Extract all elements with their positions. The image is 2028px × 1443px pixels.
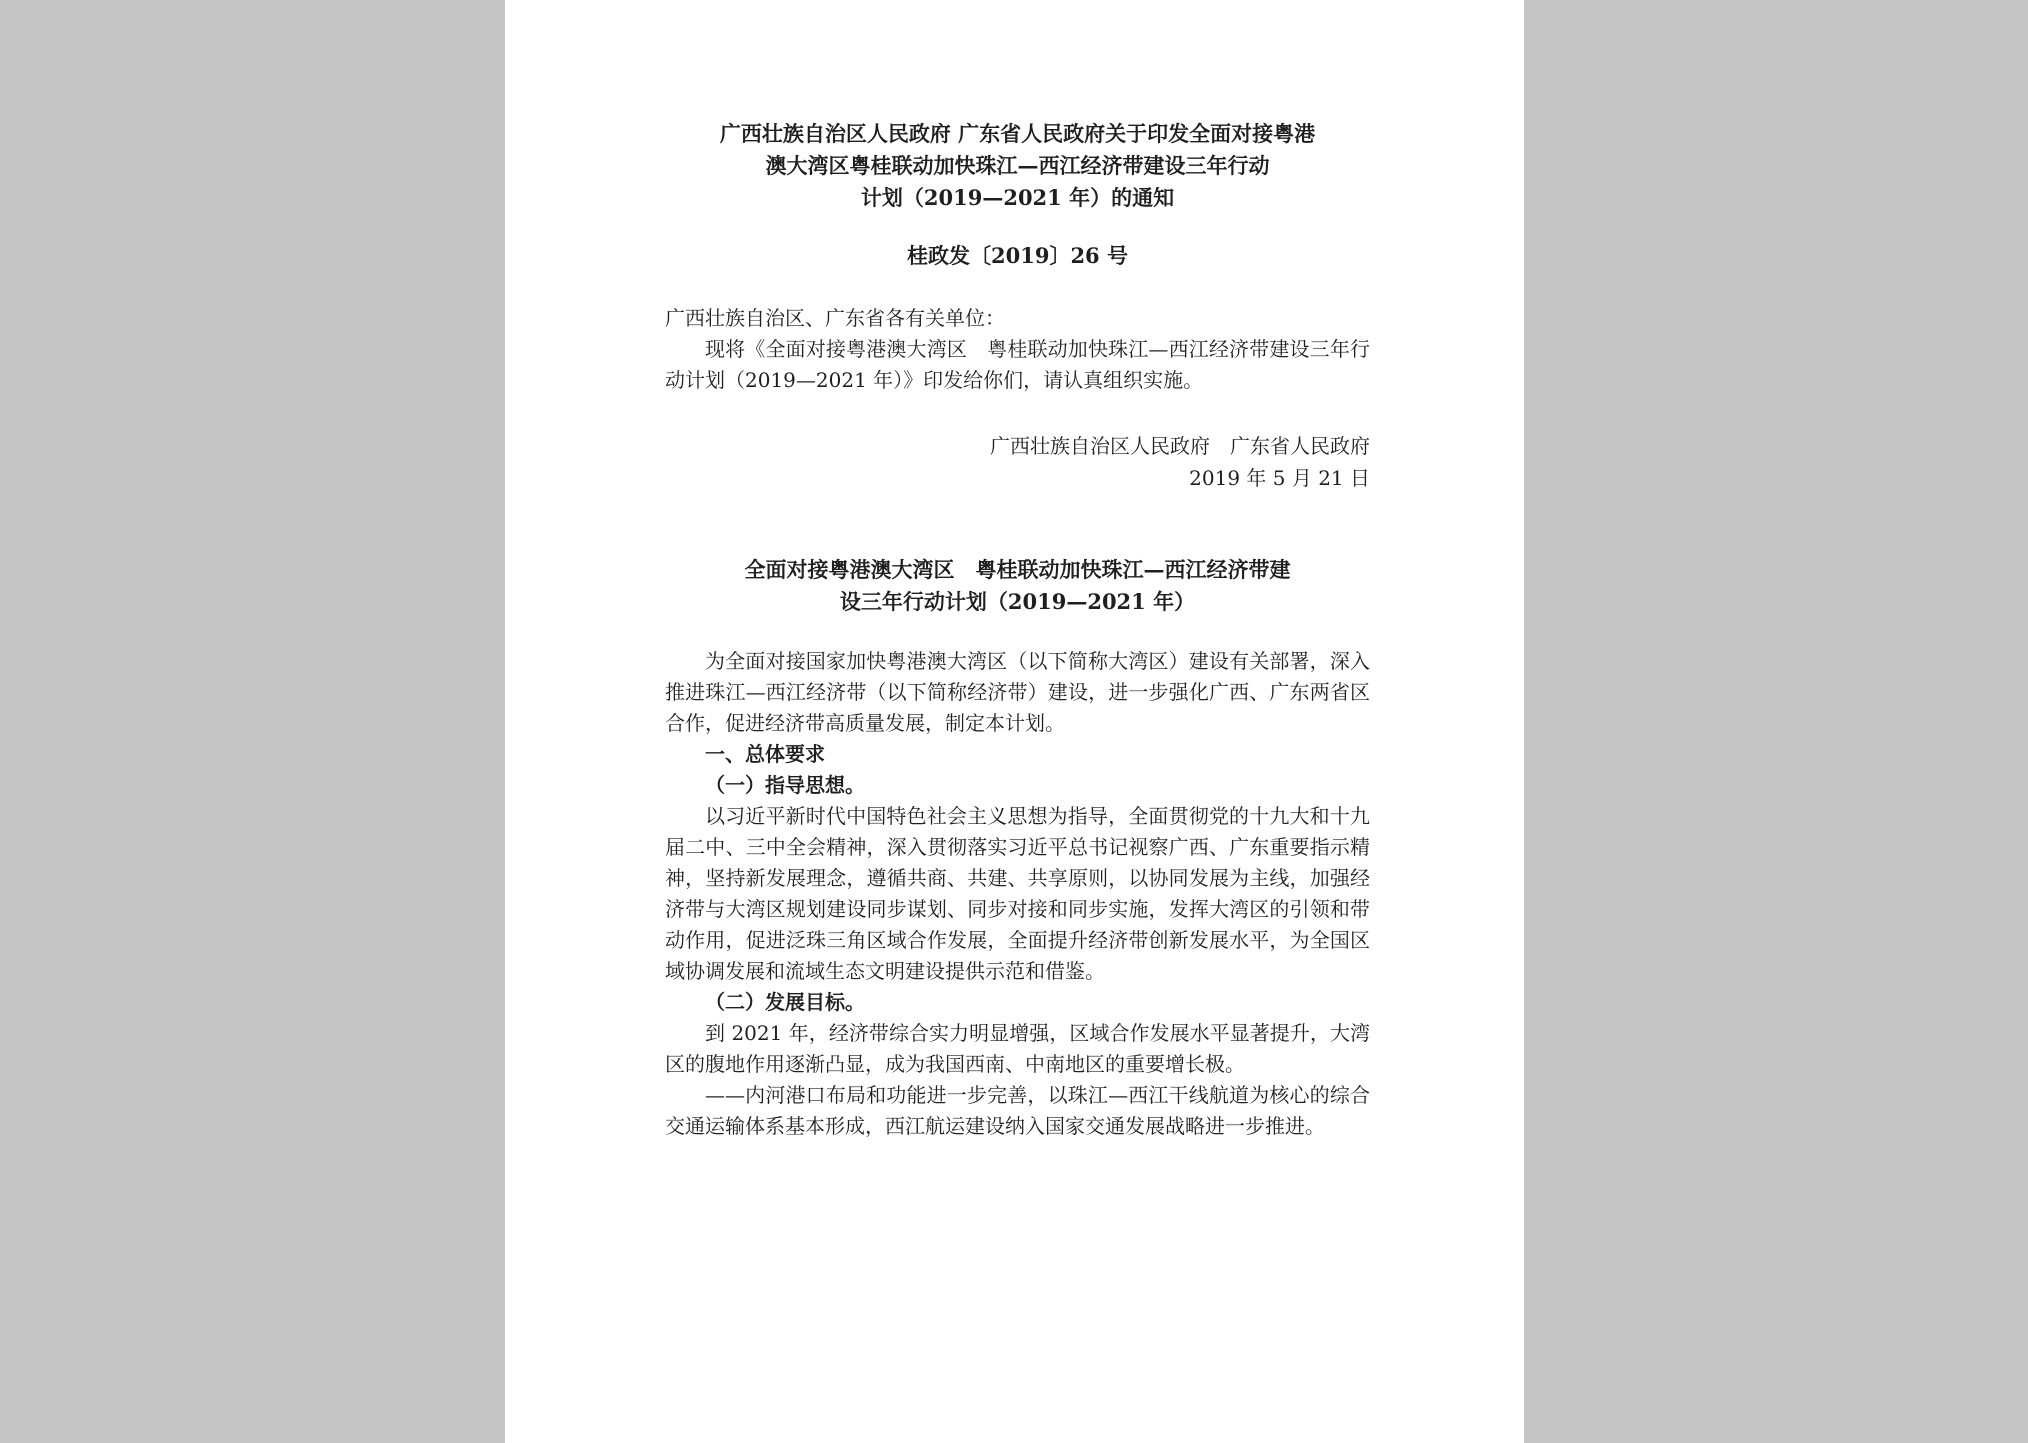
guiding-ideology-text: 以习近平新时代中国特色社会主义思想为指导，全面贯彻党的十九大和十九届二中、三中全会精神，深入贯彻落实习近平总书记视察广西、广东重要指示精神，坚持新发展理念，遵循共商、共建、共享原则，以协同发展为主线，加强经济带与大湾区规划建设同步谋划、同步对接和同步实施，发挥大湾区的引领和带动作用，促进泛珠三角区域合作发展，全面提升经济带创新发展水平，为全国区域协调发展和流域生态文明建设提供示范和借鉴。: [665, 804, 1370, 983]
plan-title: [665, 554, 1370, 618]
notice-title: [665, 118, 1370, 214]
section-heading: 一、总体要求: [705, 742, 825, 766]
plan-body: [665, 646, 1370, 1142]
signing-date: 2019 年 5 月 21 日: [1189, 466, 1370, 490]
page-content: [665, 118, 1370, 1142]
notice-title-line: 广西壮族自治区人民政府 广东省人民政府关于印发全面对接粤港: [719, 121, 1316, 146]
signatories: 广西壮族自治区人民政府 广东省人民政府: [990, 434, 1370, 458]
document-number: 桂政发〔2019〕26 号: [907, 243, 1128, 268]
notice-body: 现将《全面对接粤港澳大湾区 粤桂联动加快珠江—西江经济带建设三年行动计划（2019—2021 年）》印发给你们，请认真组织实施。: [665, 337, 1370, 392]
subsection-heading: （二）发展目标。: [705, 990, 865, 1014]
plan-title-line: 全面对接粤港澳大湾区 粤桂联动加快珠江—西江经济带建: [744, 557, 1291, 582]
notice-title-line: 计划（2019—2021 年）的通知: [860, 185, 1175, 210]
notice-title-line: 澳大湾区粤桂联动加快珠江—西江经济带建设三年行动: [765, 153, 1270, 178]
signature-block: [665, 430, 1370, 494]
salutation: 广西壮族自治区、广东省各有关单位：: [665, 306, 1005, 330]
plan-intro: 为全面对接国家加快粤港澳大湾区（以下简称大湾区）建设有关部署，深入推进珠江—西江经济带（以下简称经济带）建设，进一步强化广西、广东两省区合作，促进经济带高质量发展，制定本计划。: [665, 649, 1370, 735]
development-goals-text: 到 2021 年，经济带综合实力明显增强，区域合作发展水平显著提升，大湾区的腹地作用逐渐凸显，成为我国西南、中南地区的重要增长极。: [665, 1021, 1370, 1076]
subsection-heading: （一）指导思想。: [705, 773, 865, 797]
document-page: [505, 0, 1524, 1443]
goal-item: ——内河港口布局和功能进一步完善，以珠江—西江干线航道为核心的综合交通运输体系基本形成，西江航运建设纳入国家交通发展战略进一步推进。: [665, 1083, 1370, 1138]
plan-title-line: 设三年行动计划（2019—2021 年）: [839, 589, 1196, 614]
